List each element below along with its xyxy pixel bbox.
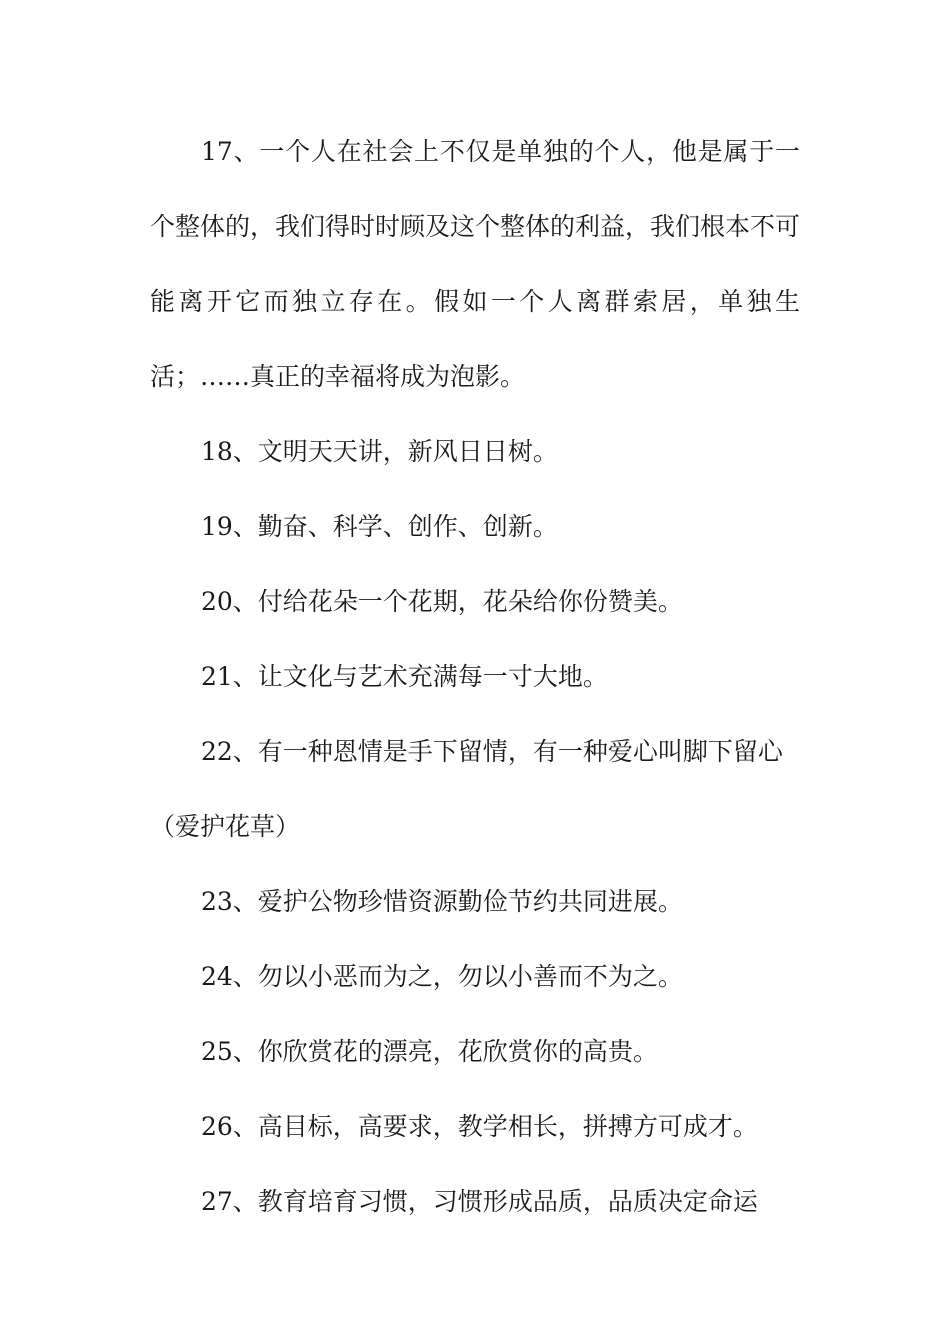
paragraph-18: 18、文明天天讲，新风日日树。: [201, 437, 558, 466]
paragraph-23: 23、爱护公物珍惜资源勤俭节约共同进展。: [201, 887, 683, 916]
paragraph-25: 25、你欣赏花的漂亮，花欣赏你的高贵。: [201, 1037, 658, 1066]
paragraph-22-continuation: （爱护花草）: [150, 812, 301, 841]
paragraph-20: 20、付给花朵一个花期，花朵给你份赞美。: [201, 587, 683, 616]
paragraph-26: 26、高目标，高要求，教学相长，拼搏方可成才。: [201, 1112, 758, 1141]
paragraph-22: 22、有一种恩情是手下留情，有一种爱心叫脚下留心: [201, 737, 783, 766]
paragraph-21: 21、让文化与艺术充满每一寸大地。: [201, 662, 608, 691]
paragraph-19: 19、勤奋、科学、创作、创新。: [201, 512, 558, 541]
document-page: [150, 114, 800, 1239]
paragraph-17: 17、一个人在社会上不仅是单独的个人，他是属于一个整体的，我们得时时顾及这个整体的利益，我们根本不可能离开它而独立存在。假如一个人离群索居，单独生活；……真正的幸福将成为泡影。: [150, 137, 801, 391]
paragraph-27: 27、教育培育习惯，习惯形成品质，品质决定命运: [201, 1187, 758, 1216]
paragraph-24: 24、勿以小恶而为之，勿以小善而不为之。: [201, 962, 683, 991]
